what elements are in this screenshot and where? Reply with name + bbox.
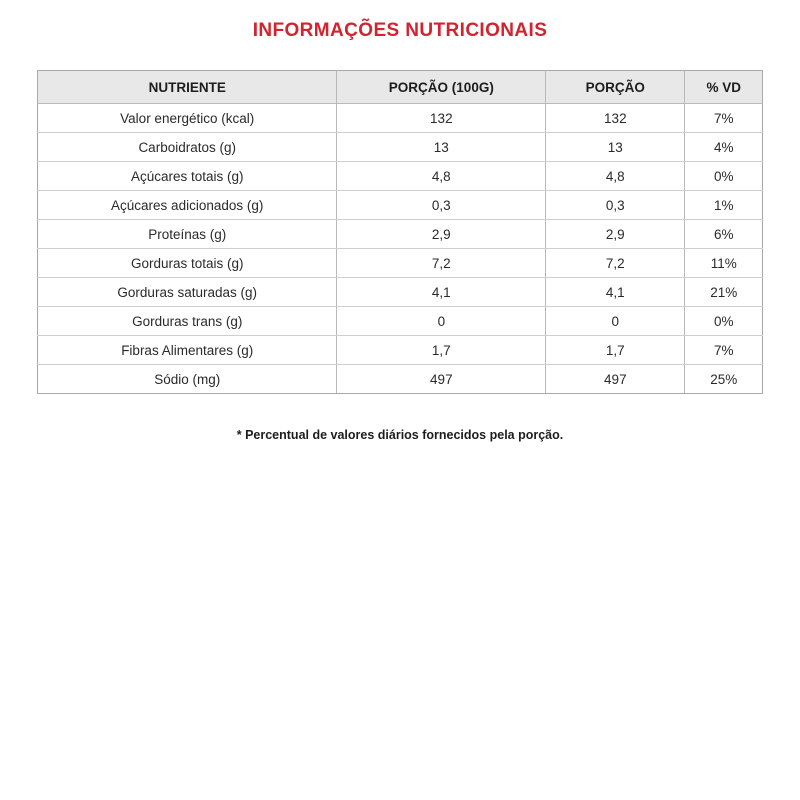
column-header-portion-100g: PORÇÃO (100G) bbox=[337, 71, 546, 104]
table-row bbox=[38, 307, 763, 336]
cell-nutrient: Sódio (mg) bbox=[38, 365, 337, 394]
cell-vd: 4% bbox=[685, 133, 763, 162]
cell-portion: 497 bbox=[546, 365, 685, 394]
cell-nutrient: Gorduras saturadas (g) bbox=[38, 278, 337, 307]
cell-portion: 4,8 bbox=[546, 162, 685, 191]
nutrition-table bbox=[37, 70, 763, 394]
table-row bbox=[38, 220, 763, 249]
cell-portion: 132 bbox=[546, 104, 685, 133]
cell-portion: 1,7 bbox=[546, 336, 685, 365]
table-body bbox=[38, 104, 763, 394]
cell-nutrient: Açúcares adicionados (g) bbox=[38, 191, 337, 220]
cell-vd: 7% bbox=[685, 336, 763, 365]
cell-portion-100g: 1,7 bbox=[337, 336, 546, 365]
cell-portion: 0,3 bbox=[546, 191, 685, 220]
cell-portion-100g: 497 bbox=[337, 365, 546, 394]
cell-portion-100g: 0 bbox=[337, 307, 546, 336]
column-header-nutrient: NUTRIENTE bbox=[38, 71, 337, 104]
cell-vd: 6% bbox=[685, 220, 763, 249]
cell-nutrient: Carboidratos (g) bbox=[38, 133, 337, 162]
cell-vd: 11% bbox=[685, 249, 763, 278]
cell-portion-100g: 0,3 bbox=[337, 191, 546, 220]
cell-portion: 0 bbox=[546, 307, 685, 336]
column-header-vd: % VD bbox=[685, 71, 763, 104]
cell-portion-100g: 7,2 bbox=[337, 249, 546, 278]
daily-values-footnote: * Percentual de valores diários fornecidos pela porção. bbox=[236, 428, 564, 442]
cell-vd: 21% bbox=[685, 278, 763, 307]
cell-portion-100g: 132 bbox=[337, 104, 546, 133]
cell-nutrient: Valor energético (kcal) bbox=[38, 104, 337, 133]
table-header-row bbox=[38, 71, 763, 104]
cell-vd: 0% bbox=[685, 307, 763, 336]
cell-portion: 13 bbox=[546, 133, 685, 162]
cell-portion: 2,9 bbox=[546, 220, 685, 249]
cell-nutrient: Proteínas (g) bbox=[38, 220, 337, 249]
table-row bbox=[38, 191, 763, 220]
cell-vd: 0% bbox=[685, 162, 763, 191]
cell-nutrient: Gorduras trans (g) bbox=[38, 307, 337, 336]
table-row bbox=[38, 365, 763, 394]
cell-nutrient: Açúcares totais (g) bbox=[38, 162, 337, 191]
cell-portion-100g: 4,8 bbox=[337, 162, 546, 191]
cell-vd: 25% bbox=[685, 365, 763, 394]
cell-portion: 4,1 bbox=[546, 278, 685, 307]
cell-nutrient: Gorduras totais (g) bbox=[38, 249, 337, 278]
cell-portion-100g: 13 bbox=[337, 133, 546, 162]
table-row bbox=[38, 249, 763, 278]
cell-portion: 7,2 bbox=[546, 249, 685, 278]
cell-portion-100g: 2,9 bbox=[337, 220, 546, 249]
table-row bbox=[38, 336, 763, 365]
table-row bbox=[38, 133, 763, 162]
column-header-portion: PORÇÃO bbox=[546, 71, 685, 104]
page-title: INFORMAÇÕES NUTRICIONAIS bbox=[252, 20, 548, 41]
cell-vd: 1% bbox=[685, 191, 763, 220]
cell-portion-100g: 4,1 bbox=[337, 278, 546, 307]
cell-vd: 7% bbox=[685, 104, 763, 133]
table-row bbox=[38, 162, 763, 191]
table-row bbox=[38, 104, 763, 133]
cell-nutrient: Fibras Alimentares (g) bbox=[38, 336, 337, 365]
table-row bbox=[38, 278, 763, 307]
